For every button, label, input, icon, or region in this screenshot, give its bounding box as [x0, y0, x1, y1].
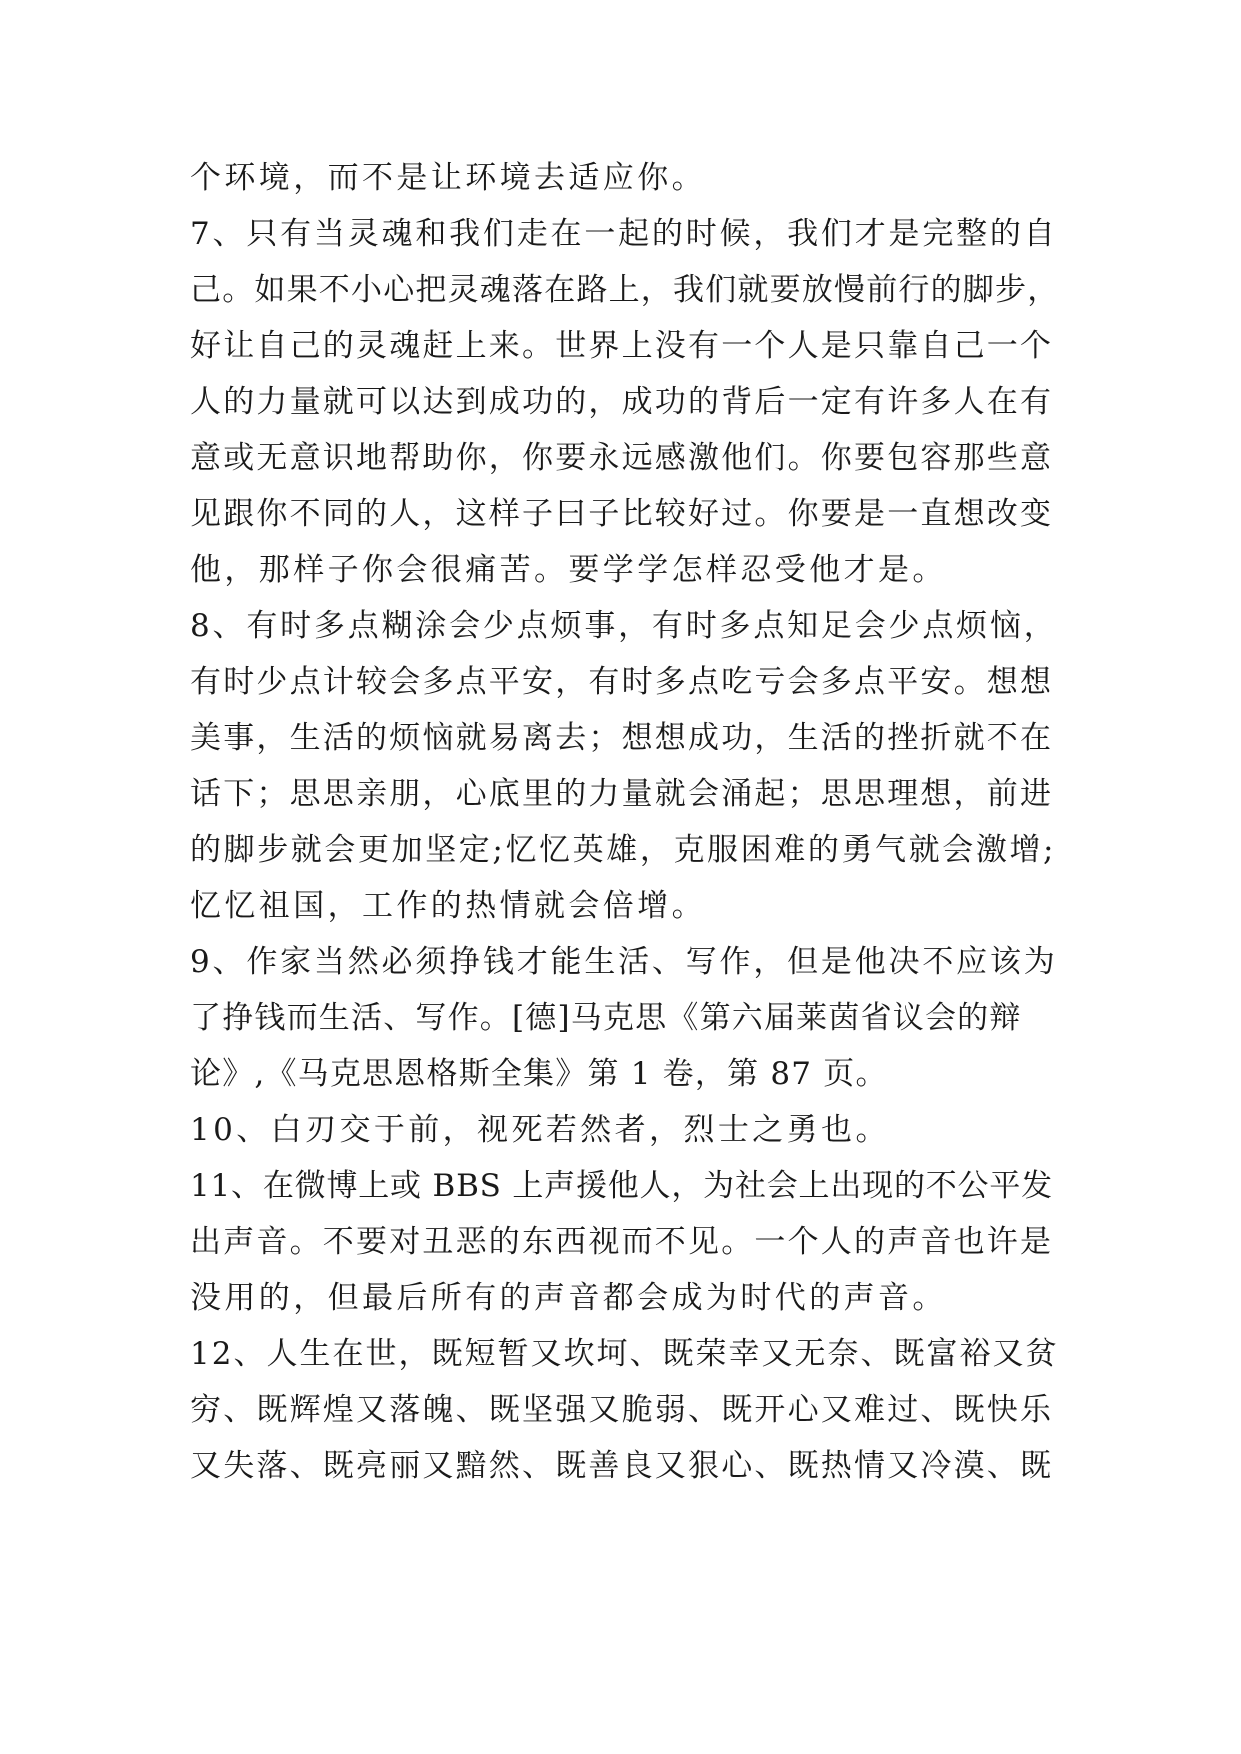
text-line: 11、在微博上或 BBS 上声援他人，为社会上出现的不公平发: [190, 1168, 1053, 1204]
text-line: 意或无意识地帮助你，你要永远感激他们。你要包容那些意: [190, 440, 1054, 476]
text-line: 7、只有当灵魂和我们走在一起的时候，我们才是完整的自: [190, 216, 1058, 252]
text-line: 9、作家当然必须挣钱才能生活、写作，但是他决不应该为: [190, 944, 1058, 980]
text-line: 好让自己的灵魂赶上来。世界上没有一个人是只靠自己一个: [190, 328, 1054, 364]
text-line: 话下；思思亲朋，心底里的力量就会涌起；思思理想，前进: [190, 776, 1054, 812]
text-line: 忆忆祖国，工作的热情就会倍增。: [190, 888, 706, 924]
text-line: 穷、既辉煌又落魄、既坚强又脆弱、既开心又难过、既快乐: [190, 1392, 1054, 1428]
text-line: 己。如果不小心把灵魂落在路上，我们就要放慢前行的脚步，: [190, 272, 1060, 308]
text-line: 美事，生活的烦恼就易离去；想想成功，生活的挫折就不在: [190, 720, 1054, 756]
text-line: 有时少点计较会多点平安，有时多点吃亏会多点平安。想想: [190, 664, 1054, 700]
text-line: 10、白刃交于前，视死若然者，烈士之勇也。: [190, 1112, 890, 1148]
text-line: 12、人生在世，既短暂又坎坷、既荣幸又无奈、既富裕又贫: [190, 1336, 1059, 1372]
text-line: 个环境，而不是让环境去适应你。: [190, 160, 706, 196]
text-line: 了挣钱而生活、写作。[德]马克思《第六届莱茵省议会的辩: [190, 1000, 1022, 1036]
text-line: 又失落、既亮丽又黯然、既善良又狠心、既热情又冷漠、既: [190, 1448, 1054, 1484]
text-line: 没用的，但最后所有的声音都会成为时代的声音。: [190, 1280, 947, 1316]
text-line: 他，那样子你会很痛苦。要学学怎样忍受他才是。: [190, 552, 947, 588]
text-line: 出声音。不要对丑恶的东西视而不见。一个人的声音也许是: [190, 1224, 1054, 1260]
text-line: 8、有时多点糊涂会少点烦事，有时多点知足会少点烦恼，: [190, 608, 1058, 644]
text-line: 人的力量就可以达到成功的，成功的背后一定有许多人在有: [190, 384, 1054, 420]
text-line: 的脚步就会更加坚定;忆忆英雄，克服困难的勇气就会激增;: [190, 832, 1057, 868]
text-line: 论》,《马克思恩格斯全集》第 1 卷，第 87 页。: [190, 1056, 888, 1092]
text-line: 见跟你不同的人，这样子曰子比较好过。你要是一直想改变: [190, 496, 1054, 532]
